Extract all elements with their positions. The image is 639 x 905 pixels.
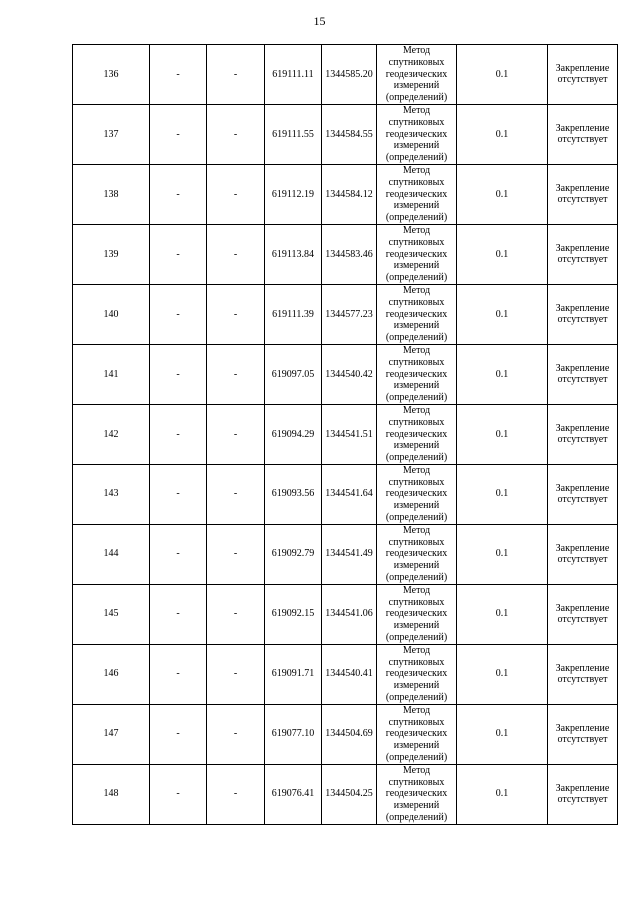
dash-cell: - (207, 524, 265, 584)
table-row (73, 284, 618, 344)
point-number-cell: 139 (73, 224, 150, 284)
dash-cell: - (207, 464, 265, 524)
method-cell: Метод спутниковых геодезических измерений (определений) (377, 704, 457, 764)
dash-cell: - (207, 644, 265, 704)
dash-cell: - (150, 344, 207, 404)
coordinate-x-cell: 619097.05 (265, 344, 322, 404)
fixing-description-cell: Закрепление отсутствует (548, 224, 618, 284)
table-row (73, 224, 618, 284)
coordinate-y-cell: 1344577.23 (322, 284, 377, 344)
dash-cell: - (207, 284, 265, 344)
table-row (73, 764, 618, 824)
accuracy-cell: 0.1 (457, 284, 548, 344)
accuracy-cell: 0.1 (457, 644, 548, 704)
accuracy-cell: 0.1 (457, 464, 548, 524)
page-number: 15 (313, 14, 326, 28)
table-row (73, 464, 618, 524)
method-cell: Метод спутниковых геодезических измерений (определений) (377, 644, 457, 704)
fixing-description-cell: Закрепление отсутствует (548, 704, 618, 764)
coordinate-y-cell: 1344504.25 (322, 764, 377, 824)
fixing-description-cell: Закрепление отсутствует (548, 404, 618, 464)
method-cell: Метод спутниковых геодезических измерений (определений) (377, 344, 457, 404)
fixing-description-cell: Закрепление отсутствует (548, 464, 618, 524)
point-number-cell: 140 (73, 284, 150, 344)
fixing-description-cell: Закрепление отсутствует (548, 584, 618, 644)
coordinate-x-cell: 619111.39 (265, 284, 322, 344)
dash-cell: - (207, 164, 265, 224)
fixing-description-cell: Закрепление отсутствует (548, 764, 618, 824)
table-row (73, 704, 618, 764)
fixing-description-cell: Закрепление отсутствует (548, 644, 618, 704)
dash-cell: - (150, 104, 207, 164)
method-cell: Метод спутниковых геодезических измерений (определений) (377, 104, 457, 164)
coordinate-x-cell: 619077.10 (265, 704, 322, 764)
dash-cell: - (207, 224, 265, 284)
dash-cell: - (150, 584, 207, 644)
dash-cell: - (207, 704, 265, 764)
coordinate-x-cell: 619094.29 (265, 404, 322, 464)
method-cell: Метод спутниковых геодезических измерений (определений) (377, 224, 457, 284)
fixing-description-cell: Закрепление отсутствует (548, 284, 618, 344)
coordinate-y-cell: 1344541.06 (322, 584, 377, 644)
point-number-cell: 147 (73, 704, 150, 764)
point-number-cell: 138 (73, 164, 150, 224)
fixing-description-cell: Закрепление отсутствует (548, 524, 618, 584)
coordinate-y-cell: 1344583.46 (322, 224, 377, 284)
dash-cell: - (207, 764, 265, 824)
table-row (73, 45, 618, 105)
point-number-cell: 145 (73, 584, 150, 644)
fixing-description-cell: Закрепление отсутствует (548, 344, 618, 404)
coordinate-y-cell: 1344540.41 (322, 644, 377, 704)
point-number-cell: 146 (73, 644, 150, 704)
accuracy-cell: 0.1 (457, 45, 548, 105)
coordinate-x-cell: 619112.19 (265, 164, 322, 224)
coordinate-y-cell: 1344584.55 (322, 104, 377, 164)
table-row (73, 524, 618, 584)
accuracy-cell: 0.1 (457, 404, 548, 464)
dash-cell: - (207, 104, 265, 164)
method-cell: Метод спутниковых геодезических измерений (определений) (377, 764, 457, 824)
dash-cell: - (207, 45, 265, 105)
accuracy-cell: 0.1 (457, 224, 548, 284)
coordinate-y-cell: 1344540.42 (322, 344, 377, 404)
coordinate-y-cell: 1344584.12 (322, 164, 377, 224)
table-row (73, 404, 618, 464)
accuracy-cell: 0.1 (457, 704, 548, 764)
coordinate-x-cell: 619093.56 (265, 464, 322, 524)
table-row (73, 644, 618, 704)
dash-cell: - (207, 584, 265, 644)
dash-cell: - (150, 164, 207, 224)
dash-cell: - (207, 344, 265, 404)
method-cell: Метод спутниковых геодезических измерений (определений) (377, 584, 457, 644)
table-row (73, 104, 618, 164)
accuracy-cell: 0.1 (457, 164, 548, 224)
fixing-description-cell: Закрепление отсутствует (548, 164, 618, 224)
point-number-cell: 144 (73, 524, 150, 584)
point-number-cell: 137 (73, 104, 150, 164)
coordinate-y-cell: 1344541.51 (322, 404, 377, 464)
fixing-description-cell: Закрепление отсутствует (548, 45, 618, 105)
dash-cell: - (150, 45, 207, 105)
coordinate-y-cell: 1344541.64 (322, 464, 377, 524)
dash-cell: - (150, 764, 207, 824)
coordinate-x-cell: 619113.84 (265, 224, 322, 284)
table-row (73, 584, 618, 644)
dash-cell: - (150, 224, 207, 284)
method-cell: Метод спутниковых геодезических измерений (определений) (377, 45, 457, 105)
coordinates-table (72, 44, 618, 825)
coordinate-x-cell: 619091.71 (265, 644, 322, 704)
accuracy-cell: 0.1 (457, 104, 548, 164)
accuracy-cell: 0.1 (457, 524, 548, 584)
accuracy-cell: 0.1 (457, 584, 548, 644)
dash-cell: - (150, 284, 207, 344)
dash-cell: - (150, 704, 207, 764)
coordinate-x-cell: 619111.11 (265, 45, 322, 105)
table-body (73, 45, 618, 825)
point-number-cell: 143 (73, 464, 150, 524)
accuracy-cell: 0.1 (457, 344, 548, 404)
dash-cell: - (207, 404, 265, 464)
point-number-cell: 142 (73, 404, 150, 464)
coordinate-y-cell: 1344585.20 (322, 45, 377, 105)
point-number-cell: 148 (73, 764, 150, 824)
method-cell: Метод спутниковых геодезических измерений (определений) (377, 284, 457, 344)
method-cell: Метод спутниковых геодезических измерений (определений) (377, 524, 457, 584)
coordinate-y-cell: 1344541.49 (322, 524, 377, 584)
coordinate-x-cell: 619092.79 (265, 524, 322, 584)
coordinate-x-cell: 619111.55 (265, 104, 322, 164)
dash-cell: - (150, 524, 207, 584)
coordinate-y-cell: 1344504.69 (322, 704, 377, 764)
accuracy-cell: 0.1 (457, 764, 548, 824)
dash-cell: - (150, 404, 207, 464)
coordinate-x-cell: 619092.15 (265, 584, 322, 644)
fixing-description-cell: Закрепление отсутствует (548, 104, 618, 164)
method-cell: Метод спутниковых геодезических измерений (определений) (377, 404, 457, 464)
method-cell: Метод спутниковых геодезических измерений (определений) (377, 464, 457, 524)
point-number-cell: 136 (73, 45, 150, 105)
coordinate-x-cell: 619076.41 (265, 764, 322, 824)
dash-cell: - (150, 464, 207, 524)
table-row (73, 164, 618, 224)
table-row (73, 344, 618, 404)
dash-cell: - (150, 644, 207, 704)
method-cell: Метод спутниковых геодезических измерений (определений) (377, 164, 457, 224)
point-number-cell: 141 (73, 344, 150, 404)
